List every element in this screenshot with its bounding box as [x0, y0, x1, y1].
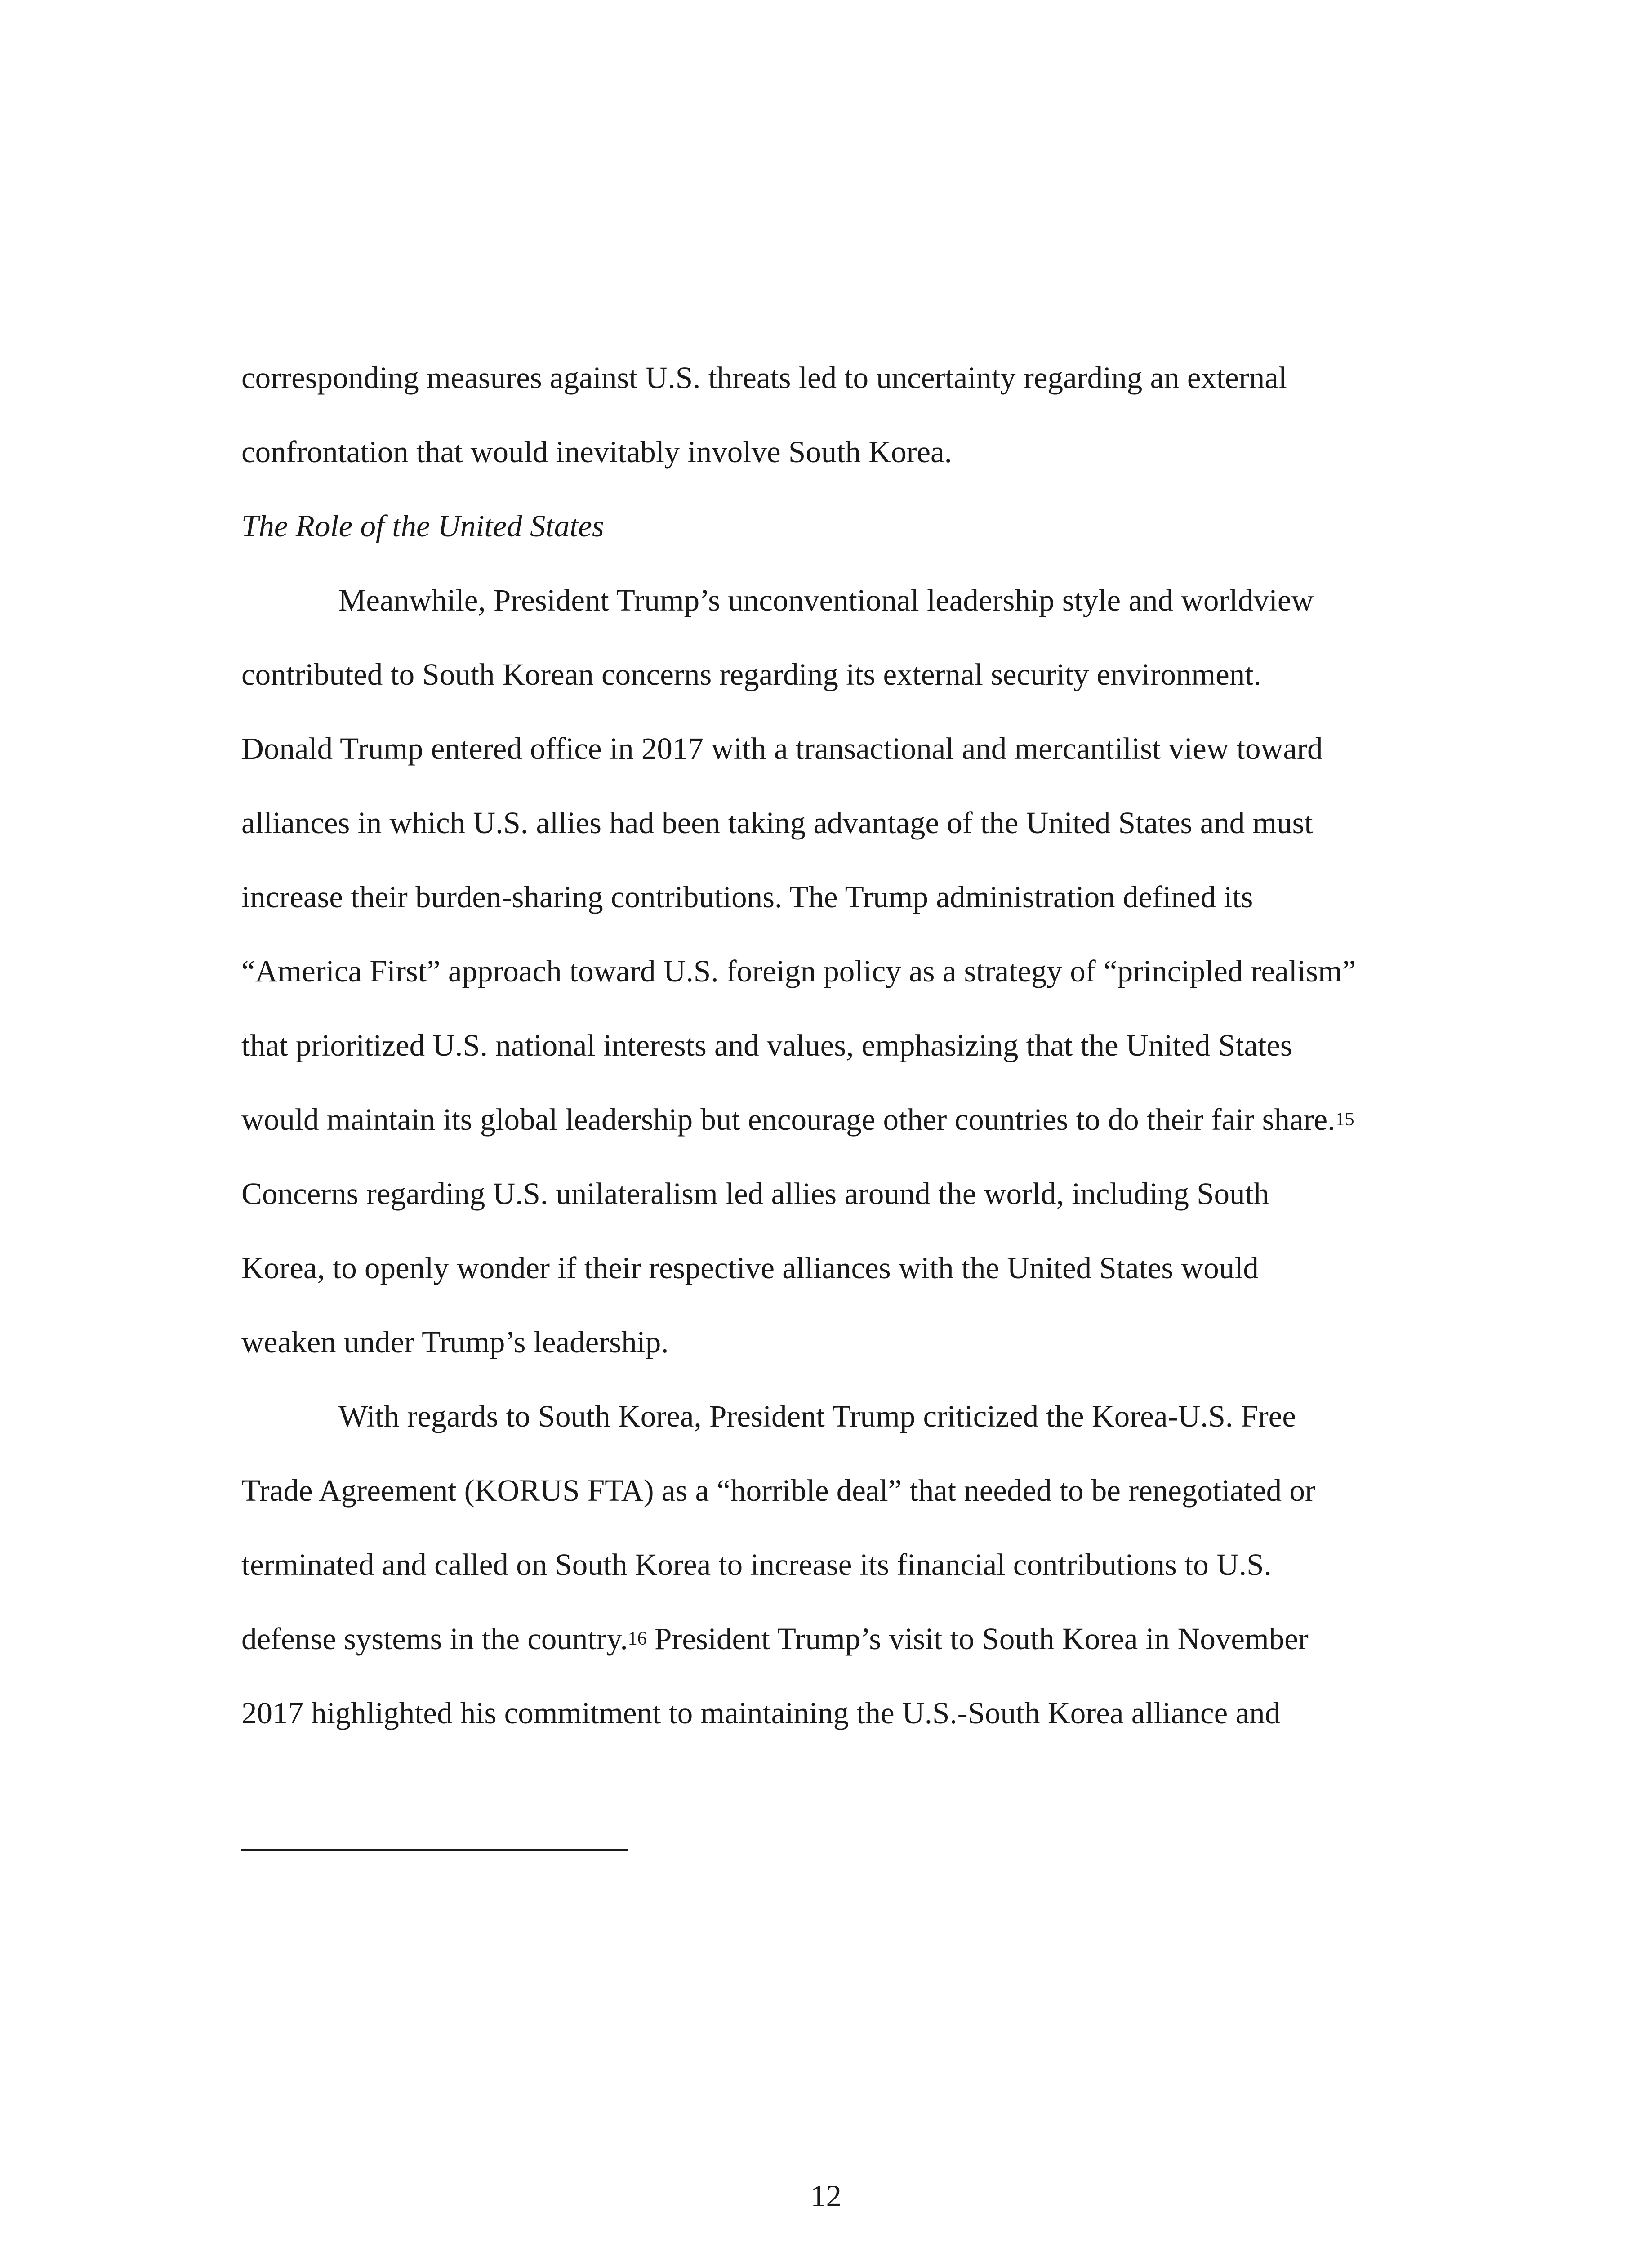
body-line: Donald Trump entered office in 2017 with a transactional and mercantilist view toward [241, 731, 1323, 766]
body-line [241, 1102, 1354, 1137]
body-line: alliances in which U.S. allies had been taking advantage of the United States and must [241, 806, 1313, 840]
body-line: weaken under Trump’s leadership. [241, 1325, 669, 1359]
body-line: Meanwhile, President Trump’s unconventional leadership style and worldview [338, 583, 1314, 617]
body-line: terminated and called on South Korea to increase its financial contributions to U.S. [241, 1548, 1272, 1582]
body-line: corresponding measures against U.S. threats led to uncertainty regarding an external [241, 361, 1287, 395]
body-line [241, 1621, 1309, 1657]
section-heading: The Role of the United States [241, 509, 604, 543]
body-line: 2017 highlighted his commitment to maintaining the U.S.-South Korea alliance and [241, 1696, 1281, 1730]
footnote-separator [241, 1849, 628, 1851]
footnote-reference[interactable]: 16 [628, 1628, 647, 1649]
body-line: contributed to South Korean concerns regarding its external security environment. [241, 657, 1261, 691]
body-line: Korea, to openly wonder if their respective alliances with the United States would [241, 1251, 1259, 1285]
body-line: that prioritized U.S. national interests and values, emphasizing that the United States [241, 1028, 1292, 1062]
footnote-reference[interactable]: 15 [1335, 1109, 1354, 1130]
body-line-text: defense systems in the country. [241, 1622, 628, 1656]
body-line: Concerns regarding U.S. unilateralism led allies around the world, including South [241, 1177, 1269, 1211]
body-line-text: President Trump’s visit to South Korea in November [646, 1622, 1309, 1656]
body-line: Trade Agreement (KORUS FTA) as a “horrible deal” that needed to be renegotiated or [241, 1473, 1315, 1508]
body-line: increase their burden-sharing contributions. The Trump administration defined its [241, 880, 1253, 914]
body-line: “America First” approach toward U.S. foreign policy as a strategy of “principled realism” [241, 954, 1356, 988]
page-number: 12 [810, 2179, 842, 2213]
body-line-text: would maintain its global leadership but encourage other countries to do their fair share. [241, 1102, 1336, 1137]
body-line: confrontation that would inevitably involve South Korea. [241, 435, 952, 469]
body-line: With regards to South Korea, President Trump criticized the Korea-U.S. Free [338, 1399, 1296, 1433]
